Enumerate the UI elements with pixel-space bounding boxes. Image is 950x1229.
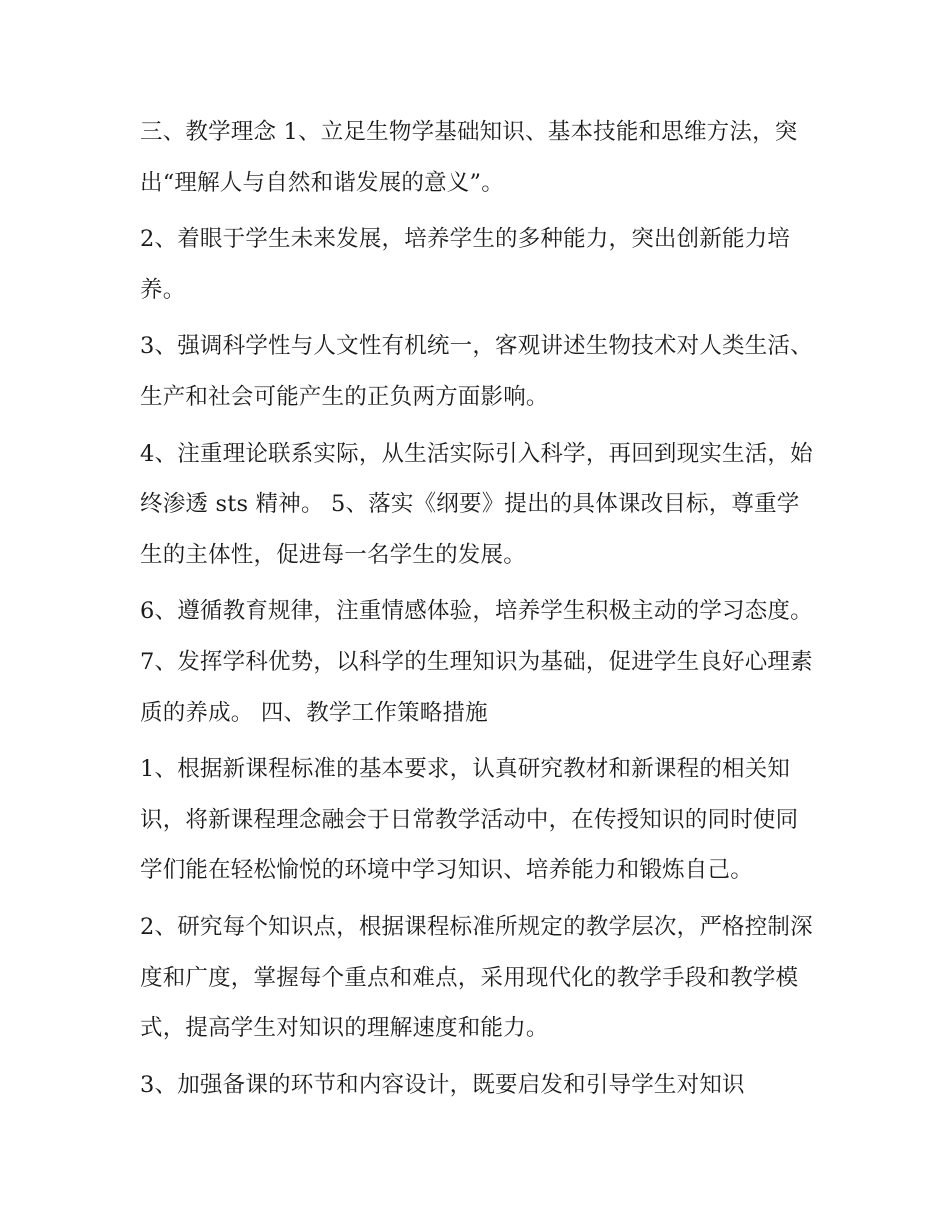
document-body xyxy=(140,107,816,1116)
paragraph-teaching-concept-6-7: 6、遵循教育规律，注重情感体验，培养学生积极主动的学习态度。 7、发挥学科优势，以科学的生理知识为基础，促进学生良好心理素质的养成。 四、教学工作策略措施 xyxy=(140,598,813,726)
paragraph-strategy-3: 3、加强备课的环节和内容设计，既要启发和引导学生对知识 xyxy=(140,1071,745,1098)
paragraph-teaching-concept-3: 3、强调科学性与人文性有机统一，客观讲述生物技术对人类生活、生产和社会可能产生的正负两方面影响。 xyxy=(140,333,813,410)
paragraph-strategy-2: 2、研究每个知识点，根据课程标准所规定的教学层次，严格控制深度和广度，掌握每个重点和难点，采用现代化的教学手段和教学模式，提高学生对知识的理解速度和能力。 xyxy=(140,913,813,1042)
paragraph-teaching-concept-4-5: 4、注重理论联系实际，从生活实际引入科学，再回到现实生活，始终渗透 sts 精神。 5、落实《纲要》提出的具体课改目标，尊重学生的主体性，促进每一名学生的发展。 xyxy=(140,440,813,568)
paragraph-teaching-concept-1: 三、教学理念 1、立足生物学基础知识、基本技能和思维方法，突出“理解人与自然和谐发展的意义”。 xyxy=(140,119,798,196)
paragraph-strategy-1: 1、根据新课程标准的基本要求，认真研究教材和新课程的相关知识，将新课程理念融会于日常教学活动中，在传授知识的同时使同学们能在轻松愉悦的环境中学习知识、培养能力和锻炼自己。 xyxy=(140,756,799,884)
paragraph-teaching-concept-2: 2、着眼于学生未来发展，培养学生的多种能力，突出创新能力培养。 xyxy=(140,226,791,303)
